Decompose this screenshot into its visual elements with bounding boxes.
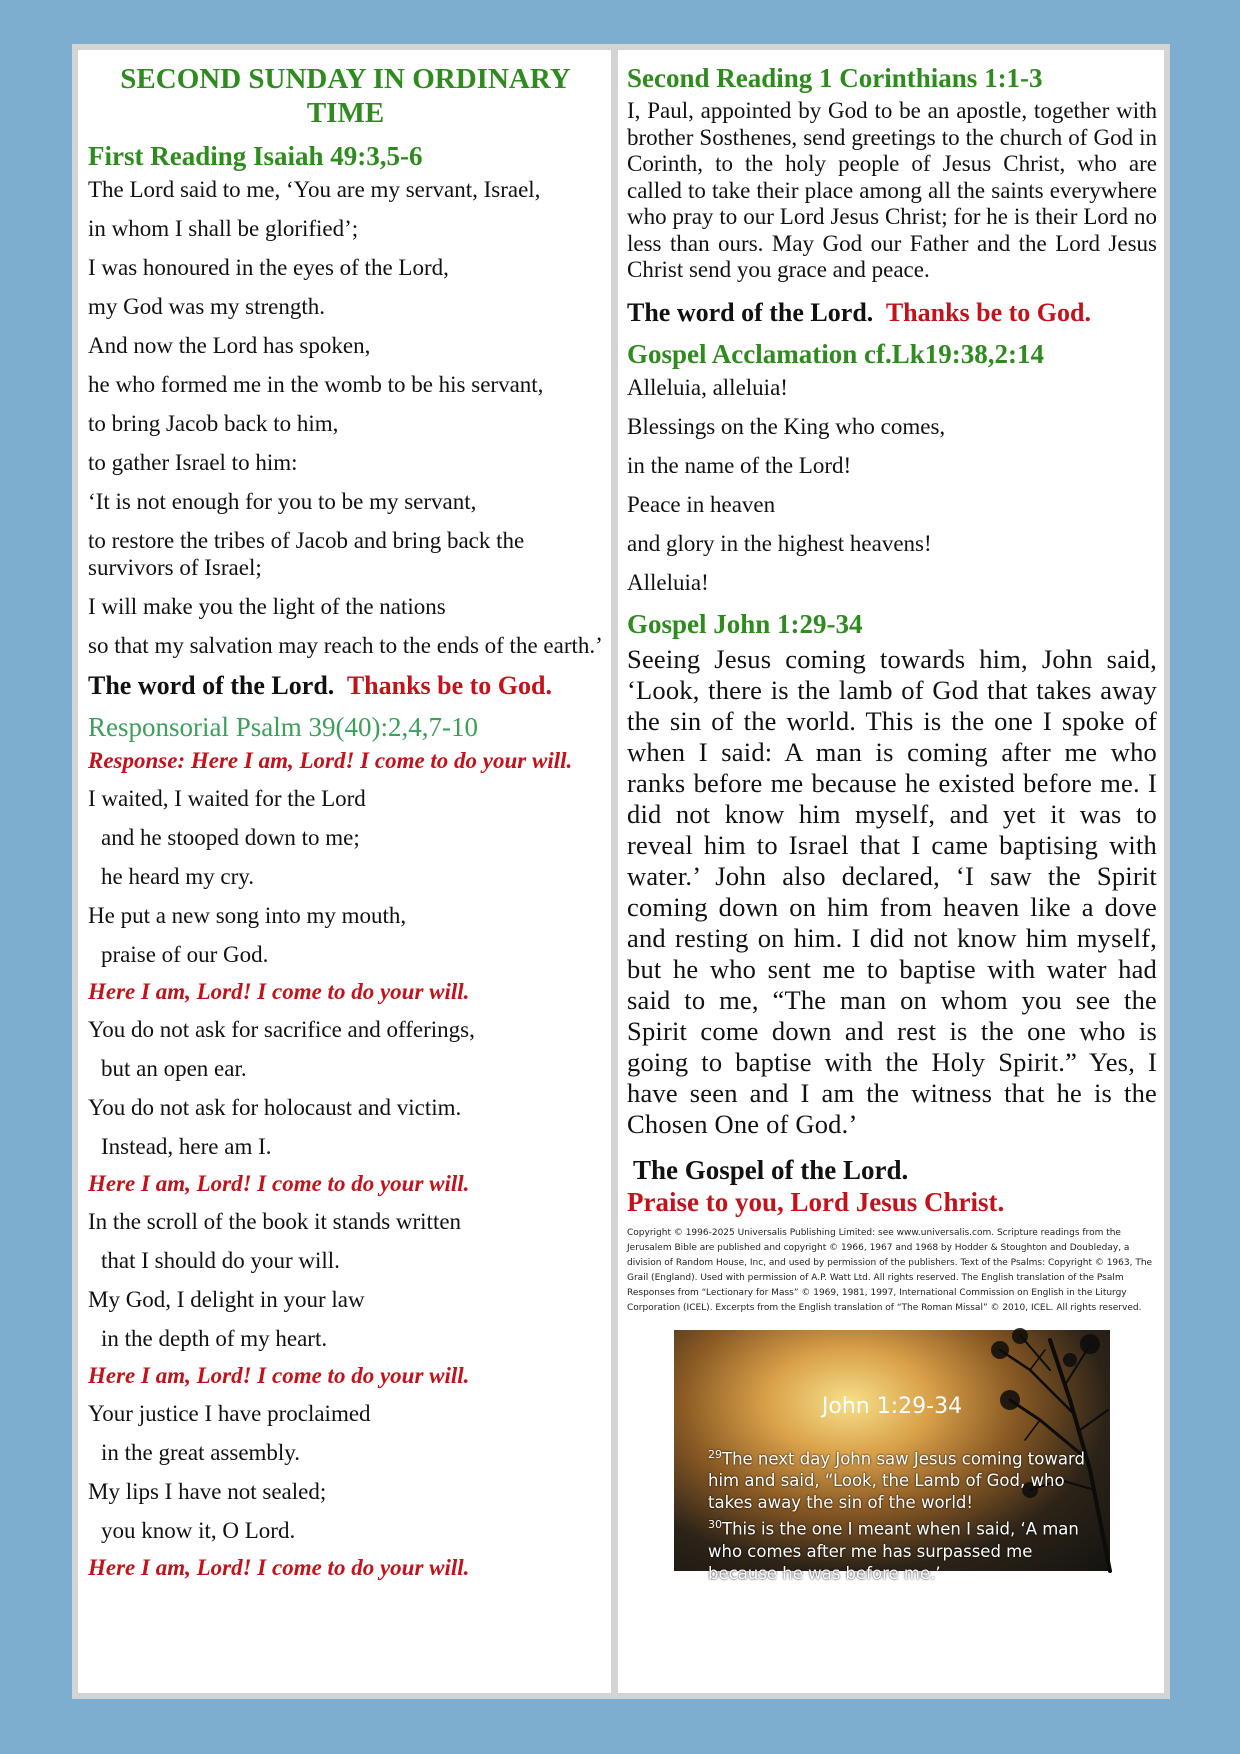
verse-number: 29 — [708, 1447, 722, 1461]
reading-line: I will make you the light of the nations — [88, 594, 446, 619]
acclamation-line: and glory in the highest heavens! — [627, 530, 932, 556]
reading-line: so that my salvation may reach to the ends of the earth.’ — [88, 633, 603, 658]
image-title: John 1:29-34 — [821, 1393, 963, 1419]
first-reading-heading: First Reading Isaiah 49:3,5-6 — [88, 141, 423, 171]
acclamation-heading: Gospel Acclamation cf.Lk19:38,2:14 — [627, 338, 1044, 369]
left-column — [78, 50, 611, 1693]
reading-line: The Lord said to me, ‘You are my servant, Israel, — [88, 177, 541, 202]
first-reading — [88, 176, 603, 659]
psalm — [88, 785, 603, 1580]
praise-response: Praise to you, Lord Jesus Christ. — [627, 1186, 1005, 1217]
second-reading-heading: Second Reading 1 Corinthians 1:1-3 — [627, 63, 1043, 93]
reading-line: my God was my strength. — [88, 294, 326, 319]
reading-line: I was honoured in the eyes of the Lord, — [88, 255, 449, 280]
gospel-text: Seeing Jesus coming towards him, John said, ‘Look, there is the lamb of God that takes away the sin of the world. This is the one I spoke of when I said: A man is coming after me who ranks before me because he existed before me. I did not know him myself, and yet it was to reveal him to Israel that I came baptising with water.’ John also declared, ‘I saw the Spirit coming down on him from heaven like a dove and resting on him. I did not know him myself, but he who sent me to baptise with water had said to me, “The man on whom you see the Spirit come down and rest is the one who is going to baptise with the Holy Spirit.” Yes, I have seen and I am the witness that he is the Chosen One of God.’ — [627, 643, 1157, 1139]
psalm-response: Response: Here I am, Lord! I come to do your will. — [88, 748, 573, 773]
psalm-line: he heard my cry. — [101, 864, 255, 889]
reading-line: to restore the tribes of Jacob and bring back the survivors of Israel; — [88, 528, 525, 580]
psalm-line: but an open ear. — [101, 1056, 247, 1081]
psalm-refrain: Here I am, Lord! I come to do your will. — [88, 1555, 470, 1580]
bulletin-sheet — [72, 44, 1170, 1699]
thanks-text: Thanks be to God. — [346, 671, 552, 700]
reading-line: to gather Israel to him: — [88, 450, 298, 475]
psalm-line: and he stooped down to me; — [101, 825, 360, 850]
reading-line: in whom I shall be glorified’; — [88, 216, 359, 241]
copyright-notice: Copyright © 1996-2025 Universalis Publishing Limited: see www.universalis.com. Scripture readings from the Jerusalem Bible are published and copyright © 1966, 1967 and 1968 by Hodder & Stoughton and Doubleday, a division of Random House, Inc, and used by permission of the publishers. Text of the Psalms: Copyright © 1963, The Grail (England). Used with permission of A.P. Watt Ltd. All rights reserved. The English translation of the Psalm Responses from “Lectionary for Mass” © 1969, 1981, 1997, International Commission on English in the Liturgy Corporation (ICEL). Excerpts from the English translation of “The Roman Missal” © 2010, ICEL. All rights reserved. — [627, 1227, 1153, 1313]
thanks-text: Thanks be to God. — [885, 297, 1091, 327]
acclamation-line: Blessings on the King who comes, — [627, 413, 946, 439]
page-title: SECOND SUNDAY IN ORDINARY TIME — [120, 63, 571, 129]
verse-text: The next day John saw Jesus coming toward him and said, “Look, the Lamb of God, who takes away the sin of the world! — [708, 1449, 1085, 1512]
verse-text: This is the one I meant when I said, ‘A man who comes after me has surpassed me because he was before me.’ — [708, 1519, 1079, 1583]
word-of-lord-text: The word of the Lord. — [88, 671, 335, 700]
reading-line: And now the Lord has spoken, — [88, 333, 371, 358]
word-of-lord-text: The word of the Lord. — [627, 297, 874, 327]
psalm-line: Your justice I have proclaimed — [88, 1401, 371, 1426]
right-column — [618, 50, 1164, 1693]
psalm-line: My lips I have not sealed; — [88, 1479, 327, 1504]
word-of-the-lord — [627, 298, 1157, 328]
psalm-line: You do not ask for sacrifice and offerings, — [88, 1017, 475, 1042]
acclamation — [627, 374, 1157, 596]
psalm-line: I waited, I waited for the Lord — [88, 786, 366, 811]
psalm-line: You do not ask for holocaust and victim. — [88, 1095, 462, 1120]
verse-number: 30 — [708, 1518, 722, 1531]
psalm-line: that I should do your will. — [101, 1248, 340, 1273]
reading-line: to bring Jacob back to him, — [88, 411, 339, 436]
psalm-line: you know it, O Lord. — [101, 1518, 296, 1543]
psalm-line: In the scroll of the book it stands written — [88, 1209, 462, 1234]
word-of-the-lord — [88, 671, 603, 701]
gospel-of-the-lord: The Gospel of the Lord. — [633, 1154, 909, 1185]
psalm-line: praise of our God. — [101, 942, 269, 967]
acclamation-line: Alleluia, alleluia! — [627, 374, 788, 400]
psalm-line: in the depth of my heart. — [101, 1326, 328, 1351]
psalm-line: Instead, here am I. — [101, 1134, 272, 1159]
psalm-refrain: Here I am, Lord! I come to do your will. — [88, 1363, 470, 1388]
second-reading-text: I, Paul, appointed by God to be an apostle, together with brother Sosthenes, send greetings to the church of God in Corinth, to the holy people of Jesus Christ, who are called to take their place among all the saints everywhere who pray to our Lord Jesus Christ; for he is their Lord no less than ours. May God our Father and the Lord Jesus Christ send you grace and peace. — [627, 98, 1157, 282]
psalm-line: in the great assembly. — [101, 1440, 301, 1465]
psalm-line: My God, I delight in your law — [88, 1287, 365, 1312]
reading-line: ‘It is not enough for you to be my servant, — [88, 489, 477, 514]
scripture-image — [674, 1330, 1110, 1583]
acclamation-line: Alleluia! — [627, 569, 709, 595]
acclamation-line: in the name of the Lord! — [627, 452, 852, 478]
image-verse-text — [708, 1444, 1090, 1585]
acclamation-line: Peace in heaven — [627, 491, 776, 517]
psalm-heading: Responsorial Psalm 39(40):2,4,7-10 — [88, 712, 478, 742]
psalm-refrain: Here I am, Lord! I come to do your will. — [88, 979, 470, 1004]
gospel-heading: Gospel John 1:29-34 — [627, 608, 863, 639]
psalm-refrain: Here I am, Lord! I come to do your will. — [88, 1171, 470, 1196]
psalm-line: He put a new song into my mouth, — [88, 903, 407, 928]
reading-line: he who formed me in the womb to be his servant, — [88, 372, 544, 397]
